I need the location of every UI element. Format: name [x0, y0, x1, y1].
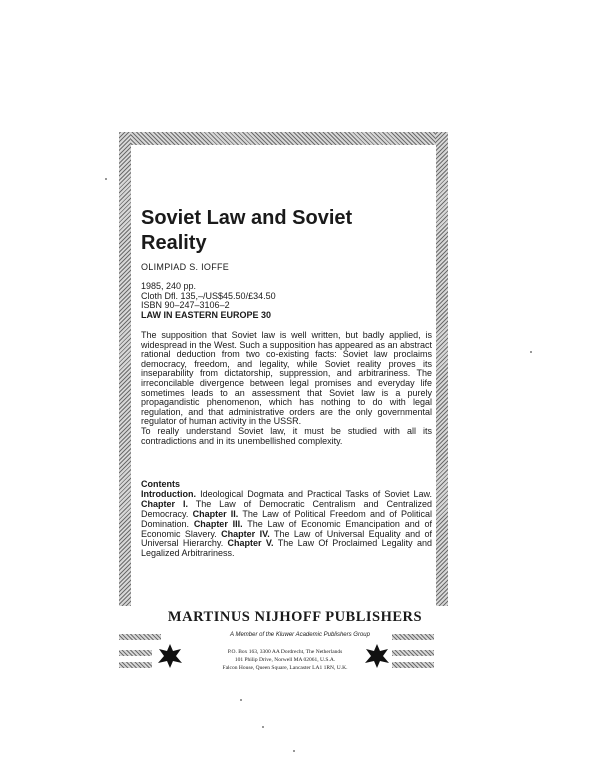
publisher-logo-left-icon — [157, 643, 183, 669]
scan-speck — [293, 750, 295, 752]
contents-text — [141, 490, 432, 559]
description-paragraph: The supposition that Soviet law is well written, but badly applied, is widespread in the West. Such a supposition has appeared as an abstract rational deduction from two co-existing facts: Soviet law proclaims democracy, freedom, and legality, while Soviet reality proves its inseparability from dictatorship, suppression, and arbitrariness. The irreconcilable divergence between legal promises and everyday life sometimes leads to an assessment that Soviet law is a purely propagandistic phenomenon, which has nothing to do with legal regulation, and that administrative orders are the only governmental regulator of human activity in the USSR. — [141, 330, 433, 427]
publisher-address — [205, 648, 365, 672]
contents-item: The Law of Economic Emancipation and of Economic Slavery. — [141, 518, 433, 539]
publisher-member-line: A Member of the Kluwer Academic Publishers Group — [230, 632, 370, 638]
contents-item: Ideological Dogmata and Practical Tasks of Soviet Law. — [196, 488, 432, 499]
contents-label: Chapter I. — [141, 498, 188, 509]
bar-left-2 — [119, 650, 152, 656]
isbn: ISBN 90–247–3106–2 — [141, 300, 230, 310]
contents-item: The Law of Political Freedom and of Political Domination. — [141, 508, 433, 529]
contents-label: Chapter IV. — [221, 528, 270, 539]
scan-speck — [240, 699, 242, 701]
contents-item: The Law of Democratic Centralism and Centralized Democracy. — [141, 498, 432, 519]
description — [141, 331, 432, 446]
contents-label: Introduction. — [141, 488, 196, 499]
bar-left-3 — [119, 662, 152, 668]
border-top — [119, 132, 448, 145]
contents-label: Chapter V. — [227, 538, 274, 549]
year-pages: 1985, 240 pp. — [141, 281, 197, 291]
contents-item: The Law of Universal Equality and of Universal Hierarchy. — [141, 528, 433, 549]
contents-label: Chapter II. — [192, 508, 239, 519]
address-line: Falcon House, Queen Square, Lancaster LA1 1RN, U.K. — [222, 665, 348, 671]
book-details — [141, 282, 276, 320]
series: LAW IN EASTERN EUROPE 30 — [141, 309, 272, 320]
publisher-name: MARTINUS NIJHOFF PUBLISHERS — [167, 609, 423, 625]
book-title: Soviet Law and Soviet Reality — [141, 207, 353, 254]
price: Cloth Dfl. 135,–/US$45.50/£34.50 — [141, 290, 276, 301]
border-left — [119, 132, 131, 606]
contents-heading: Contents — [141, 479, 180, 489]
bar-right-2 — [392, 650, 434, 656]
bar-right-3 — [392, 662, 434, 668]
author-name: OLIMPIAD S. IOFFE — [141, 262, 230, 272]
scan-speck — [262, 726, 264, 728]
contents-section — [141, 480, 432, 559]
description-paragraph: To really understand Soviet law, it must be studied with all its contradictions and in its unembellished complexity. — [141, 425, 432, 446]
scan-speck — [530, 351, 532, 353]
border-right — [436, 132, 448, 606]
bar-left-1 — [119, 634, 161, 640]
publisher-logo-right-icon — [364, 643, 390, 669]
scan-speck — [105, 178, 107, 180]
address-line: P.O. Box 163, 3300 AA Dordrecht, The Netherlands — [227, 649, 343, 655]
address-line: 101 Philip Drive, Norwell MA 02061, U.S.A. — [234, 657, 336, 663]
contents-label: Chapter III. — [193, 518, 243, 529]
contents-item: The Law Of Proclaimed Legality and Legalized Arbitrariness. — [141, 538, 432, 559]
